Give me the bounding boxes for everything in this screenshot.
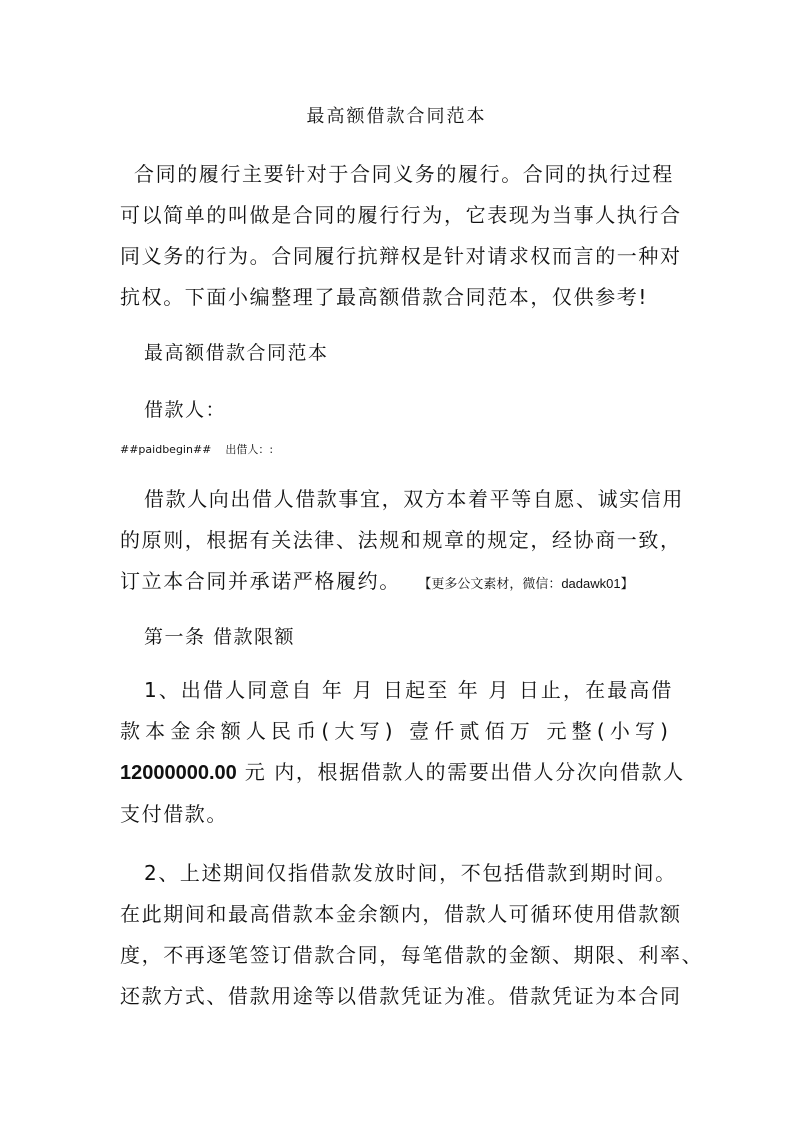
preamble-line-2: 的原则，根据有关法律、法规和规章的规定，经协商一致， [120,528,682,552]
clause-2-paragraph [120,853,704,1017]
document-title: 最高额借款合同范本 [306,106,487,127]
intro-line-3: 同义务的行为。合同履行抗辩权是针对请求权而言的一种对 [120,244,682,268]
clause-2-line-3: 度，不再逐笔签订借款合同，每笔借款的金额、期限、利率、 [120,943,704,967]
lender-label: 出借人：: [225,443,274,456]
clause-1-line-2: 款本金余额人民币(大写) 壹仟贰佰万 元整(小写) [120,719,673,743]
promo-note: 【更多公文素材，微信：dadawk01】 [424,576,634,591]
clause-2-line-4: 还款方式、借款用途等以借款凭证为准。借款凭证为本合同 [120,984,682,1008]
preamble-paragraph [120,479,684,604]
intro-line-1: 合同的履行主要针对于合同义务的履行。合同的执行过程 [134,162,674,186]
clause-1-paragraph [120,670,685,835]
clause-1-line-3-rest: 元 内，根据借款人的需要出借人分次向借款人 [236,760,685,784]
intro-line-2: 可以简单的叫做是合同的履行行为，它表现为当事人执行合 [120,203,682,227]
clause-1-line-4: 支付借款。 [120,802,228,826]
preamble-line-1: 借款人向出借人借款事宜，双方本着平等自愿、诚实信用 [144,487,684,511]
clause-1-line-3 [120,752,685,794]
section-heading: 最高额借款合同范本 [144,342,329,364]
lender-row [120,442,273,458]
intro-paragraph [120,154,682,318]
borrower-label: 借款人： [144,399,227,421]
paid-marker: ##paidbegin## [120,443,212,456]
amount-figure: 12000000.00 [120,762,237,784]
intro-line-4: 抗权。下面小编整理了最高额借款合同范本，仅供参考! [120,285,649,309]
article-1-heading: 第一条 借款限额 [144,626,296,648]
clause-2-line-1: 2、上述期间仅指借款发放时间，不包括借款到期时间。 [144,861,677,885]
preamble-line-3-text: 订立本合同并承诺严格履约。 [120,569,401,593]
clause-1-line-1: 1、出借人同意自 年 月 日起至 年 月 日止，在最高借 [144,678,673,702]
clause-2-line-2: 在此期间和最高借款本金余额内，借款人可循环使用借款额 [120,902,682,926]
preamble-line-3 [120,561,673,604]
